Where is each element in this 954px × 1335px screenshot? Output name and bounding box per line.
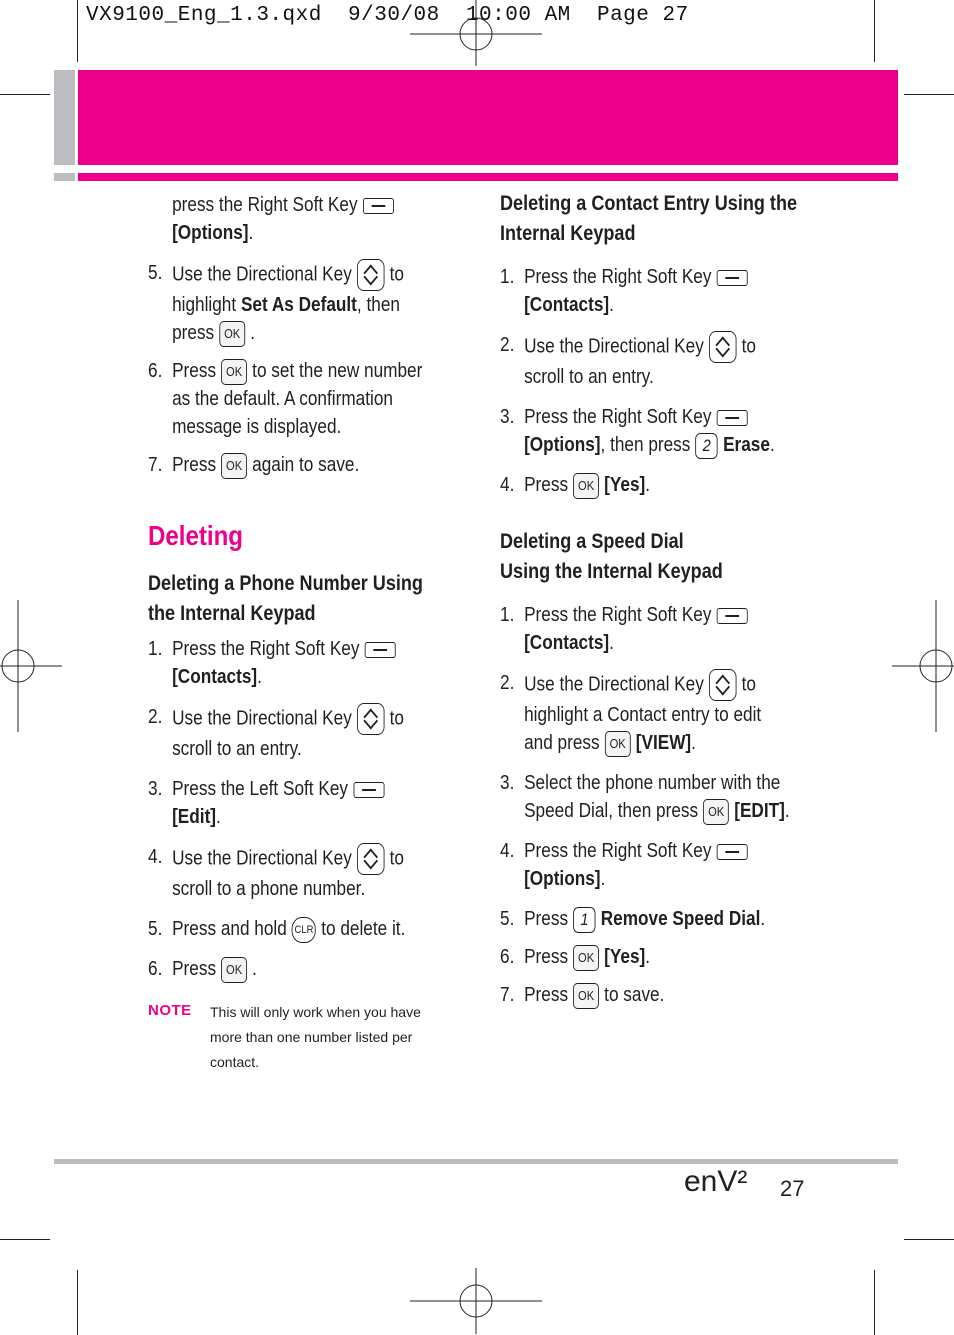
crop-mark [904, 1239, 954, 1240]
right-column [500, 189, 810, 1009]
page-number: 27 [780, 1176, 805, 1201]
registration-mark-bottom [410, 1268, 544, 1335]
soft-key-icon [717, 608, 748, 624]
list-item: 5. Press 1 Remove Speed Dial. [500, 905, 810, 933]
list-item: 5. Press and hold CLR to delete it. [148, 915, 449, 943]
list-item: 3. Press the Right Soft Key [Options], then press 2 Erase. [500, 403, 810, 459]
crop-mark [77, 0, 78, 62]
list-item: 3. Select the phone number with the Speed Dial, then press OK [EDIT]. [500, 769, 810, 825]
number-key-1-icon: 1 [573, 907, 595, 933]
list-item: 6. Press OK [Yes]. [500, 943, 810, 971]
crop-mark [0, 94, 50, 95]
directional-key-icon [709, 669, 737, 701]
crop-mark [0, 1239, 50, 1240]
ok-key-icon: OK [573, 945, 599, 971]
ok-key-icon: OK [573, 983, 599, 1009]
header-pink-banner [78, 70, 898, 165]
crop-mark [77, 1270, 78, 1335]
list-item: 7. Press OK again to save. [148, 451, 449, 479]
soft-key-icon [353, 782, 384, 798]
list-item: 1. Press the Right Soft Key [Contacts]. [148, 635, 449, 691]
soft-key-icon [363, 198, 394, 214]
directional-key-icon [357, 843, 385, 875]
list-item: 1. Press the Right Soft Key [Contacts]. [500, 601, 810, 657]
list-item: 5. Use the Directional Key to highlight Set As Default, then press OK . [148, 259, 449, 347]
list-item: 2. Use the Directional Key to scroll to an entry. [500, 331, 810, 391]
list-item: 3. Press the Left Soft Key [Edit]. [148, 775, 449, 831]
footer-rule [54, 1159, 898, 1164]
section-title: Deleting [148, 520, 244, 551]
registration-mark-right [890, 600, 954, 734]
ok-key-icon: OK [703, 799, 729, 825]
ok-key-icon: OK [221, 359, 247, 385]
list-item: 2. Use the Directional Key to highlight a Contact entry to edit and press OK [VIEW]. [500, 669, 810, 757]
env2-logo: enV² [684, 1165, 748, 1198]
ok-key-icon: OK [219, 321, 245, 347]
directional-key-icon [357, 703, 385, 735]
crop-mark [904, 94, 954, 95]
ok-key-icon: OK [221, 453, 247, 479]
directional-key-icon [357, 259, 385, 291]
header-gray-bar [54, 70, 75, 165]
subsection-heading: Deleting a Phone Number Using the Internal Keypad [148, 572, 423, 625]
note-label: NOTE [148, 1002, 192, 1019]
soft-key-icon [717, 270, 748, 286]
crop-mark [874, 0, 875, 62]
list-item: 7. Press OK to save. [500, 981, 810, 1009]
list-item: 6. Press OK to set the new number as the default. A confirmation message is displayed. [148, 360, 423, 438]
ok-key-icon: OK [573, 473, 599, 499]
list-item: 4. Press OK [Yes]. [500, 471, 810, 499]
list-item-continued: press the Right Soft Key [Options]. [148, 191, 449, 247]
list-item: 2. Use the Directional Key to scroll to an entry. [148, 703, 449, 763]
left-column [148, 191, 449, 983]
soft-key-icon [365, 642, 396, 658]
ok-key-icon: OK [221, 957, 247, 983]
directional-key-icon [709, 331, 737, 363]
print-slug: VX9100_Eng_1.3.qxd 9/30/08 10:00 AM Page 27 [86, 4, 689, 27]
crop-mark [874, 1270, 875, 1335]
note-text: This will only work when you have more than one number listed per contact. [210, 1004, 421, 1070]
ok-key-icon: OK [605, 731, 631, 757]
clr-key-icon: CLR [292, 917, 316, 943]
number-key-2-icon: 2 [696, 433, 718, 459]
list-item: 4. Use the Directional Key to scroll to a phone number. [148, 843, 449, 903]
header-pink-rule [78, 173, 898, 181]
list-item: 6. Press OK . [148, 955, 449, 983]
list-item: 4. Press the Right Soft Key [Options]. [500, 837, 810, 893]
list-item: 1. Press the Right Soft Key [Contacts]. [500, 263, 810, 319]
soft-key-icon [717, 410, 748, 426]
subsection-heading: Deleting a Speed Dial Using the Internal Keypad [500, 530, 723, 583]
header-gray-rule [54, 173, 75, 181]
registration-mark-top [410, 0, 544, 70]
soft-key-icon [717, 844, 748, 860]
registration-mark-left [0, 600, 64, 734]
subsection-heading: Deleting a Contact Entry Using the Internal Keypad [500, 192, 798, 245]
